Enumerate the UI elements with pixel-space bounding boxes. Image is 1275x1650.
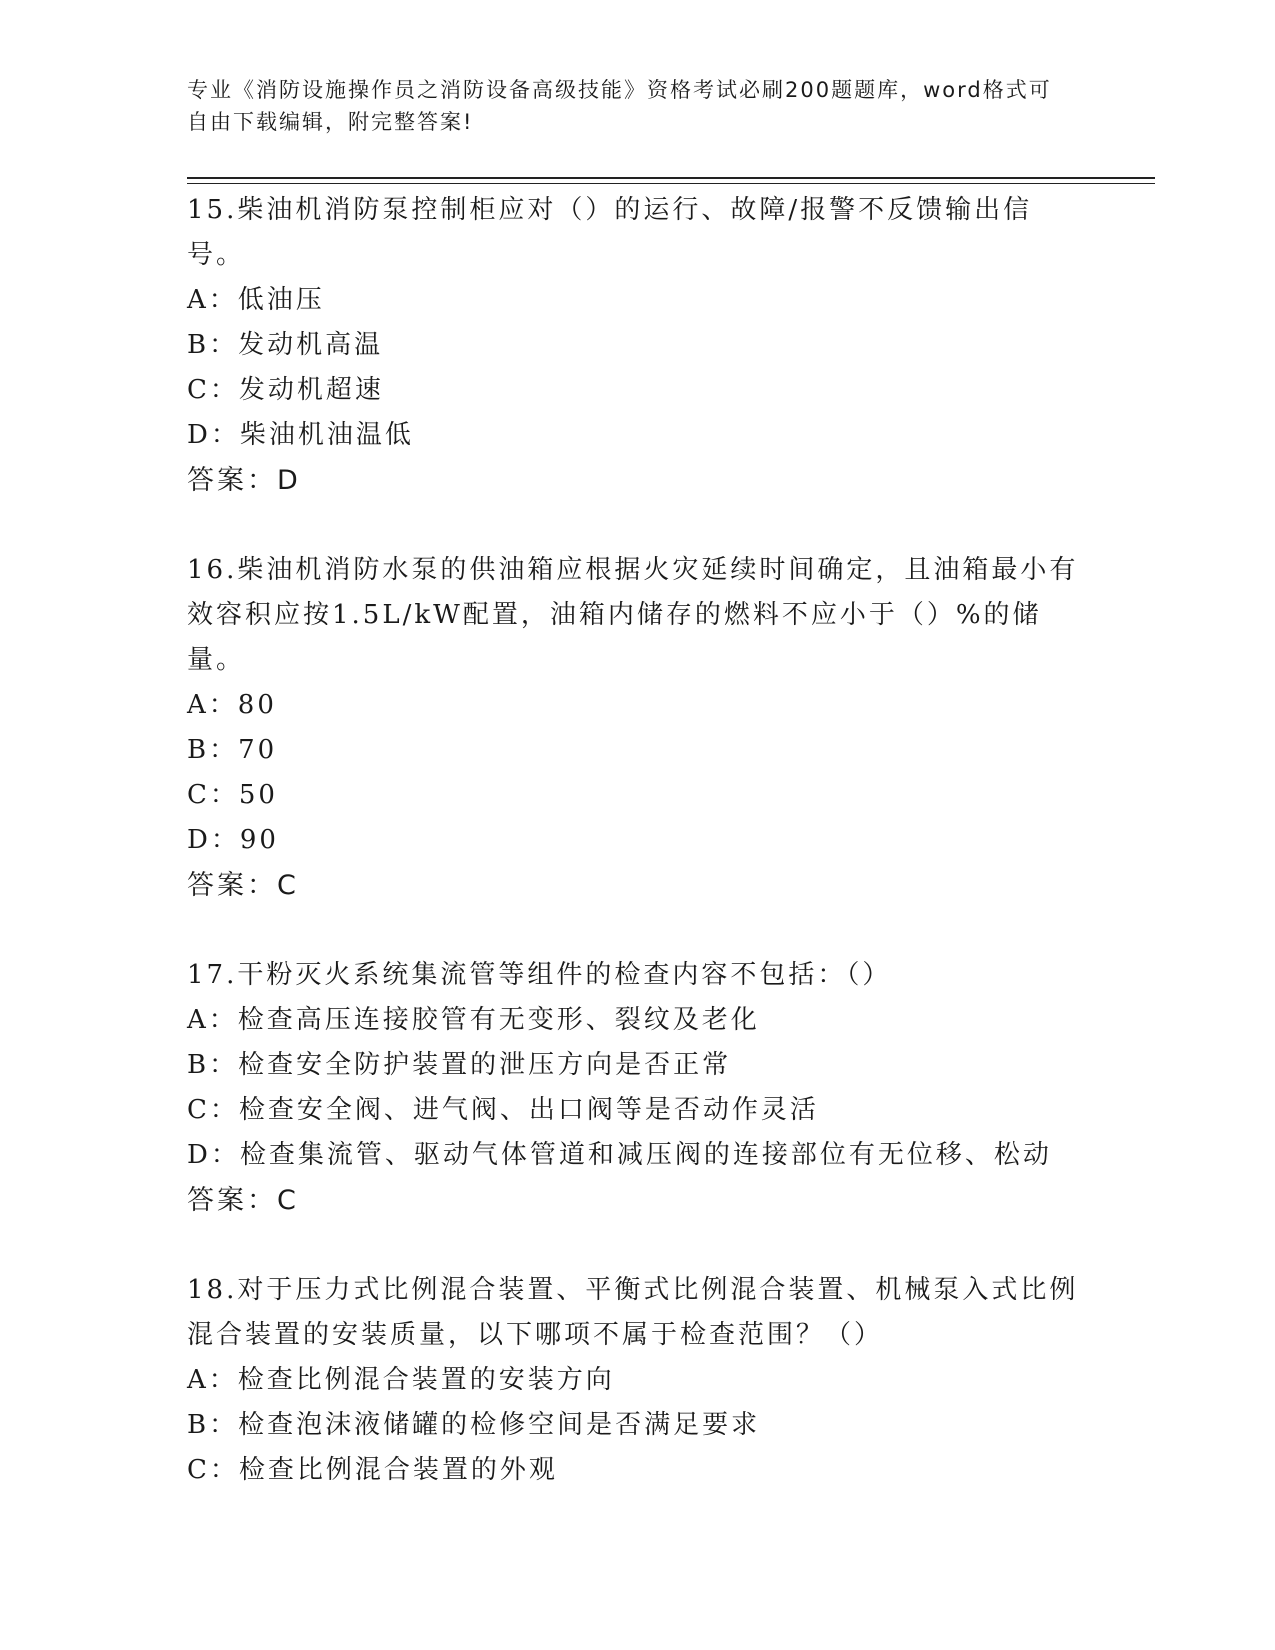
document-header: 专业《消防设施操作员之消防设备高级技能》资格考试必刷200题题库，word格式可自由下载编辑，附完整答案! — [187, 78, 1052, 134]
option-b: B：70 — [187, 735, 278, 765]
question-block — [187, 188, 1087, 503]
question-stem: 16.柴油机消防水泵的供油箱应根据火灾延续时间确定，且油箱最小有效容积应按1.5L/kW配置，油箱内储存的燃料不应小于（）%的储量。 — [187, 555, 1079, 675]
option-a: A：低油压 — [187, 285, 325, 315]
option-c: C：50 — [187, 780, 278, 810]
option-b: B：检查泡沫液储罐的检修空间是否满足要求 — [187, 1410, 761, 1440]
question-block — [187, 953, 1087, 1223]
option-d: D：检查集流管、驱动气体管道和减压阀的连接部位有无位移、松动 — [187, 1140, 1052, 1170]
option-c: C：检查安全阀、进气阀、出口阀等是否动作灵活 — [187, 1095, 819, 1125]
question-stem: 18.对于压力式比例混合装置、平衡式比例混合装置、机械泵入式比例混合装置的安装质量，以下哪项不属于检查范围？（） — [187, 1275, 1079, 1350]
answer-line: 答案：C — [187, 870, 299, 901]
answer-line: 答案：C — [187, 1185, 299, 1216]
option-a: A：80 — [187, 690, 277, 720]
header-divider-thin — [187, 183, 1155, 184]
option-d: D：柴油机油温低 — [187, 420, 414, 450]
header-divider-thick — [187, 177, 1155, 179]
option-a: A：检查比例混合装置的安装方向 — [187, 1365, 615, 1395]
option-d: D：90 — [187, 825, 279, 855]
question-list — [187, 188, 1087, 1538]
option-b: B：发动机高温 — [187, 330, 384, 360]
question-stem: 17.干粉灭火系统集流管等组件的检查内容不包括：（） — [187, 960, 892, 990]
question-block — [187, 1268, 1087, 1493]
question-stem: 15.柴油机消防泵控制柜应对（）的运行、故障/报警不反馈输出信号。 — [187, 195, 1033, 270]
option-b: B：检查安全防护装置的泄压方向是否正常 — [187, 1050, 732, 1080]
answer-line: 答案：D — [187, 465, 301, 496]
option-a: A：检查高压连接胶管有无变形、裂纹及老化 — [187, 1005, 760, 1035]
option-c: C：发动机超速 — [187, 375, 384, 405]
question-block — [187, 548, 1087, 908]
option-c: C：检查比例混合装置的外观 — [187, 1455, 558, 1485]
